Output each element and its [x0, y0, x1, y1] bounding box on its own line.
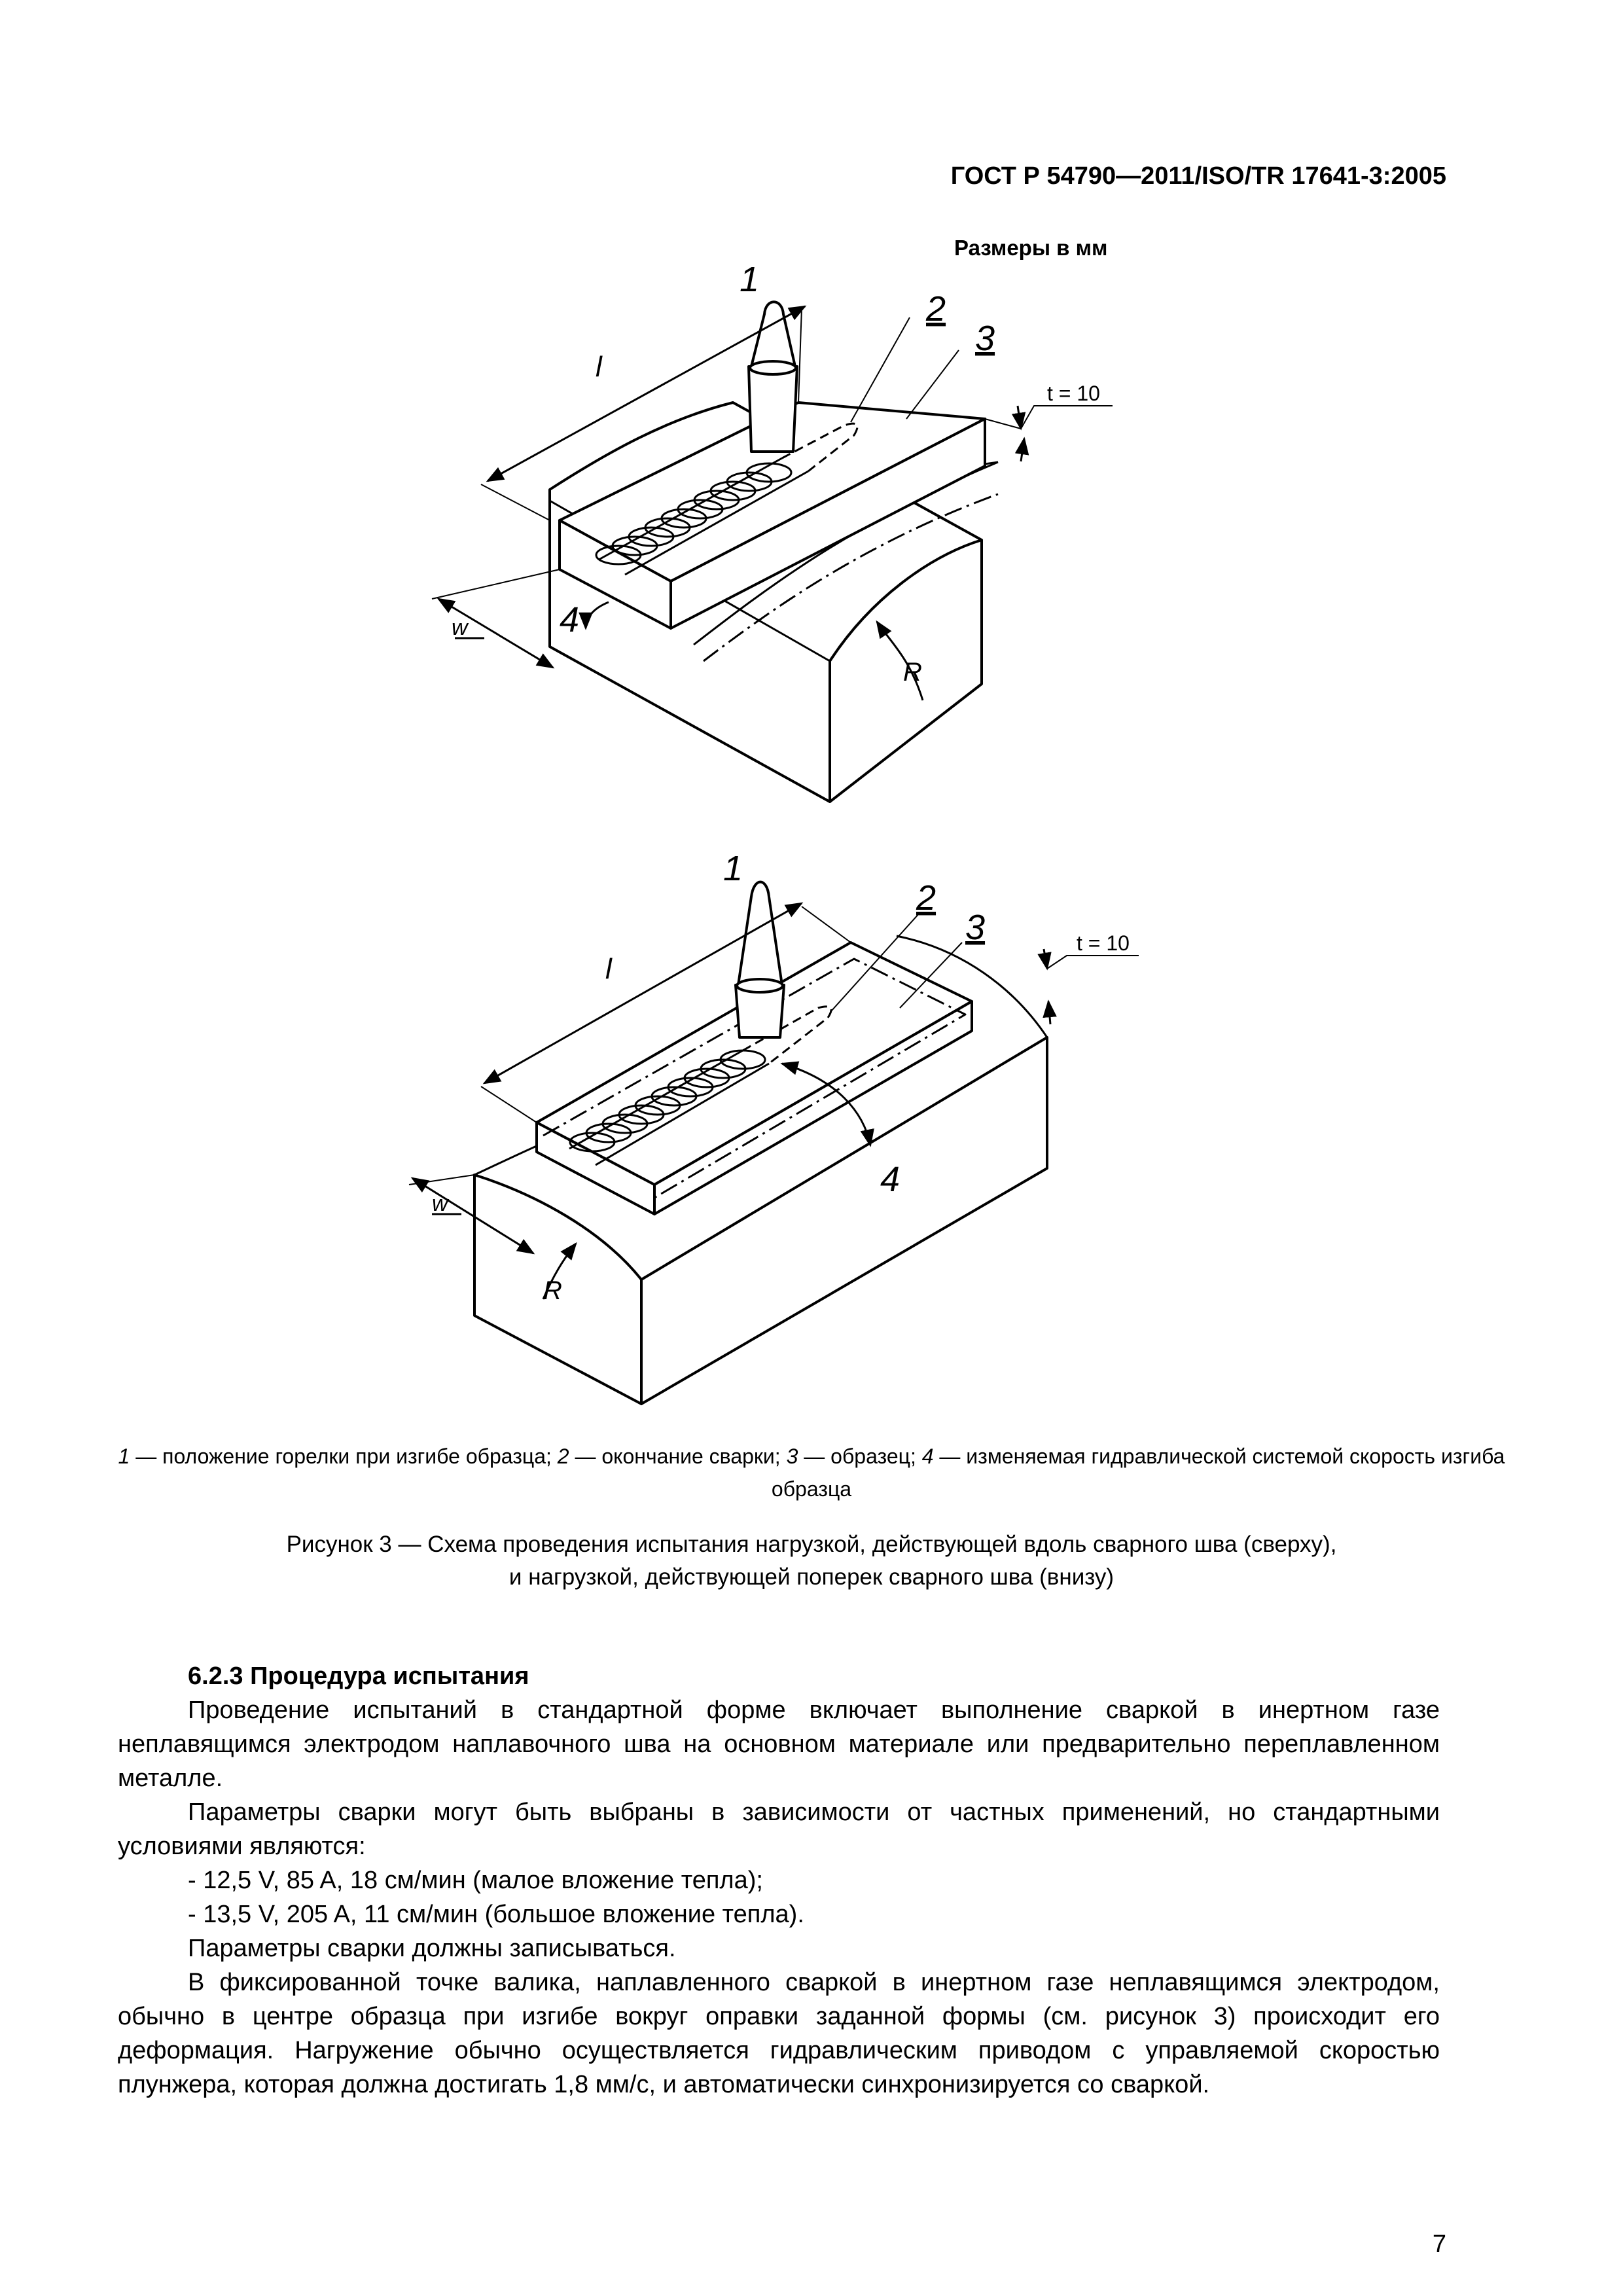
legend-num-1: 1	[118, 1444, 130, 1468]
legend-text-4: — изменяемая гидравлической системой скорость изгиба образца	[771, 1444, 1505, 1501]
top-label-3: 3	[975, 319, 995, 358]
top-torch	[751, 302, 795, 367]
bottom-label-l: l	[605, 953, 612, 985]
top-label-4: 4	[560, 600, 580, 639]
top-setup	[432, 302, 1113, 802]
list-item-2: - 13,5 V, 205 A, 11 см/мин (большое вложение тепла).	[188, 1901, 804, 1928]
top-label-w: w	[452, 615, 468, 640]
section-6-2-3	[118, 1659, 1440, 2102]
bottom-label-1: 1	[723, 849, 743, 888]
bottom-label-2: 2	[916, 878, 936, 918]
caption-line-1: Рисунок 3 — Схема проведения испытания нагрузкой, действующей вдоль сварного шва (сверху),	[286, 1532, 1337, 1557]
figure-caption	[118, 1528, 1505, 1594]
legend-text-3: — образец;	[798, 1444, 922, 1468]
paragraph-2: Параметры сварки могут быть выбраны в зависимости от частных применений, но стандартными условиями являются:	[118, 1799, 1440, 1860]
top-label-2: 2	[926, 289, 946, 329]
legend-text-1: — положение горелки при изгибе образца;	[130, 1444, 558, 1468]
bottom-torch	[738, 882, 782, 986]
top-label-1: 1	[740, 260, 760, 299]
top-label-l: l	[596, 351, 602, 383]
caption-line-2: и нагрузкой, действующей поперек сварного шва (внизу)	[508, 1564, 1115, 1590]
list-item-1: - 12,5 V, 85 A, 18 см/мин (малое вложение тепла);	[188, 1867, 763, 1894]
document-header: ГОСТ Р 54790—2011/ISO/TR 17641-3:2005	[950, 162, 1446, 190]
bottom-setup	[409, 882, 1139, 1405]
units-note: Размеры в мм	[954, 236, 1108, 260]
paragraph-4: В фиксированной точке валика, наплавленного сваркой в инертном газе неплавящимся электродом, обычно в центре образца при изгибе вокруг оправки заданной формы (см. рисунок 3) происходит его деформация. Нагружение обычно осуществляется гидравлическим приводом с управляемой скоростью плунжера, которая должна достигать 1,8 мм/с, и автоматически синхронизируется со сваркой.	[118, 1969, 1440, 2098]
paragraph-3: Параметры сварки должны записываться.	[188, 1935, 676, 1962]
figure-legend	[118, 1440, 1505, 1505]
legend-num-2: 2	[557, 1444, 569, 1468]
legend-text-2: — окончание сварки;	[569, 1444, 787, 1468]
bottom-label-w: w	[432, 1191, 448, 1216]
bottom-label-4: 4	[880, 1160, 901, 1199]
paragraph-1: Проведение испытаний в стандартной форме включает выполнение сваркой в инертном газе неплавящимся электродом наплавочного шва на основном материале или предварительно переплавленном металле.	[118, 1696, 1440, 1792]
section-heading: 6.2.3 Процедура испытания	[188, 1662, 529, 1690]
legend-num-4: 4	[921, 1444, 934, 1468]
bottom-label-3: 3	[965, 908, 986, 947]
bottom-label-R: R	[543, 1276, 562, 1305]
bottom-label-t: t = 10	[1077, 931, 1130, 955]
legend-num-3: 3	[786, 1444, 798, 1468]
top-label-t: t = 10	[1047, 382, 1100, 405]
top-label-R: R	[903, 658, 922, 687]
page-number: 7	[1432, 2231, 1446, 2258]
